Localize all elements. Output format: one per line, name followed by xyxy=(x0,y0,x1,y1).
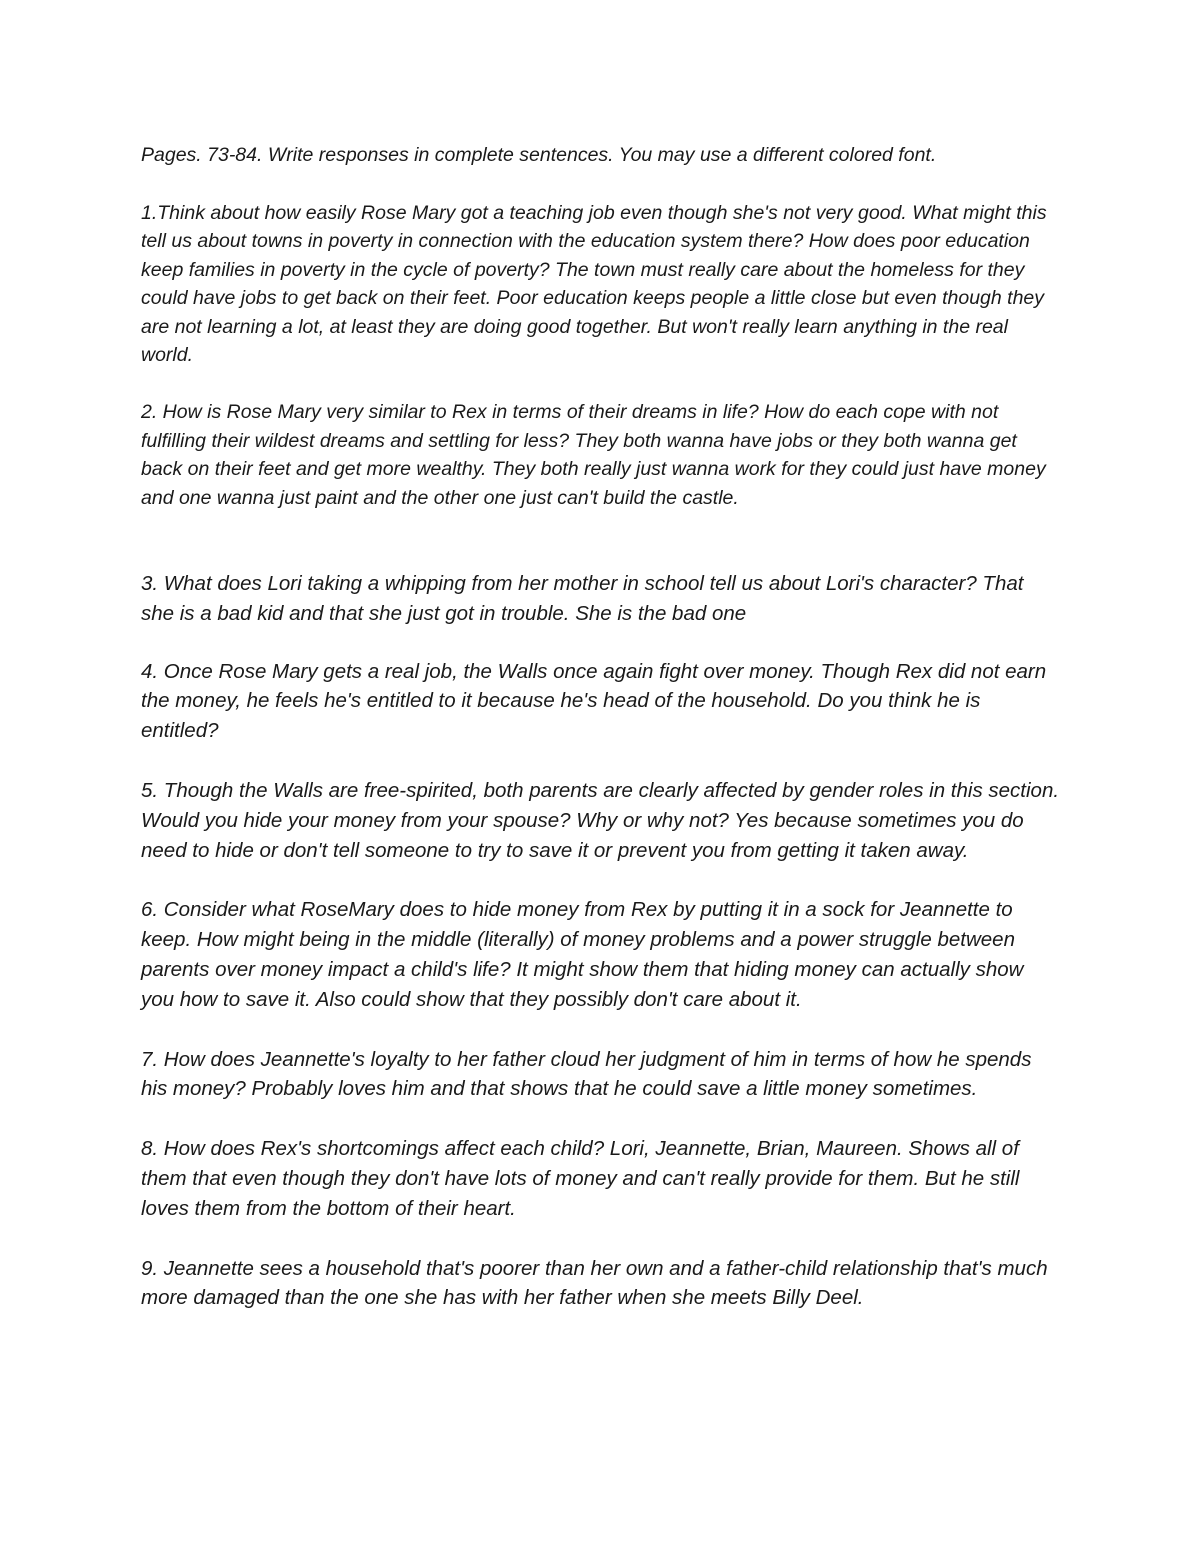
question-3: 3. What does Lori taking a whipping from her mother in school tell us about Lori's character? That she is a bad kid and that she just got in trouble. She is the bad one xyxy=(141,572,1024,625)
question-8: 8. How does Rex's shortcomings affect each child? Lori, Jeannette, Brian, Maureen. Shows all of them that even though they don't have lots of money and can't really provide for them. But he still loves them from the bottom of their heart. xyxy=(141,1137,1020,1220)
question-9: 9. Jeannette sees a household that's poorer than her own and a father-child relationship that's much more damaged than the one she has with her father when she meets Billy Deel. xyxy=(141,1256,1048,1310)
assignment-instructions: Pages. 73-84. Write responses in complete sentences. You may use a different colored font. xyxy=(141,144,937,166)
question-2: 2. How is Rose Mary very similar to Rex in terms of their dreams in life? How do each cope with not fulfilling their wildest dreams and settling for less? They both wanna have jobs or they both wanna get back on their feet and get more wealthy. They both really just wanna work for they could just have money and one wanna just paint and the other one just can't build the castle. xyxy=(141,401,1046,509)
question-5: 5. Though the Walls are free-spirited, both parents are clearly affected by gender roles in this section. Would you hide your money from your spouse? Why or why not? Yes because sometimes you do need to hide or don't tell someone to try to save it or prevent you from getting it taken away. xyxy=(141,779,1060,862)
question-1: 1.Think about how easily Rose Mary got a teaching job even though she's not very good. What might this tell us about towns in poverty in connection with the education system there? How does poor education keep families in poverty in the cycle of poverty? The town must really care about the homeless for they could have jobs to get back on their feet. Poor education keeps people a little close but even though they are not learning a lot, at least they are doing good together. But won't really learn anything in the real world. xyxy=(141,202,1047,367)
question-4: 4. Once Rose Mary gets a real job, the Walls once again fight over money. Though Rex did not earn the money, he feels he's entitled to it because he's head of the household. Do you think he is entitled? xyxy=(141,659,1047,743)
question-6: 6. Consider what RoseMary does to hide money from Rex by putting it in a sock for Jeannette to keep. How might being in the middle (literally) of money problems and a power struggle between parents over money impact a child's life? It might show them that hiding money can actually show you how to save it. Also could show that they possibly don't care about it. xyxy=(141,898,1024,1011)
question-7: 7. How does Jeannette's loyalty to her father cloud her judgment of him in terms of how he spends his money? Probably loves him and that shows that he could save a little money sometimes. xyxy=(141,1047,1032,1101)
document-body xyxy=(141,142,1061,1313)
